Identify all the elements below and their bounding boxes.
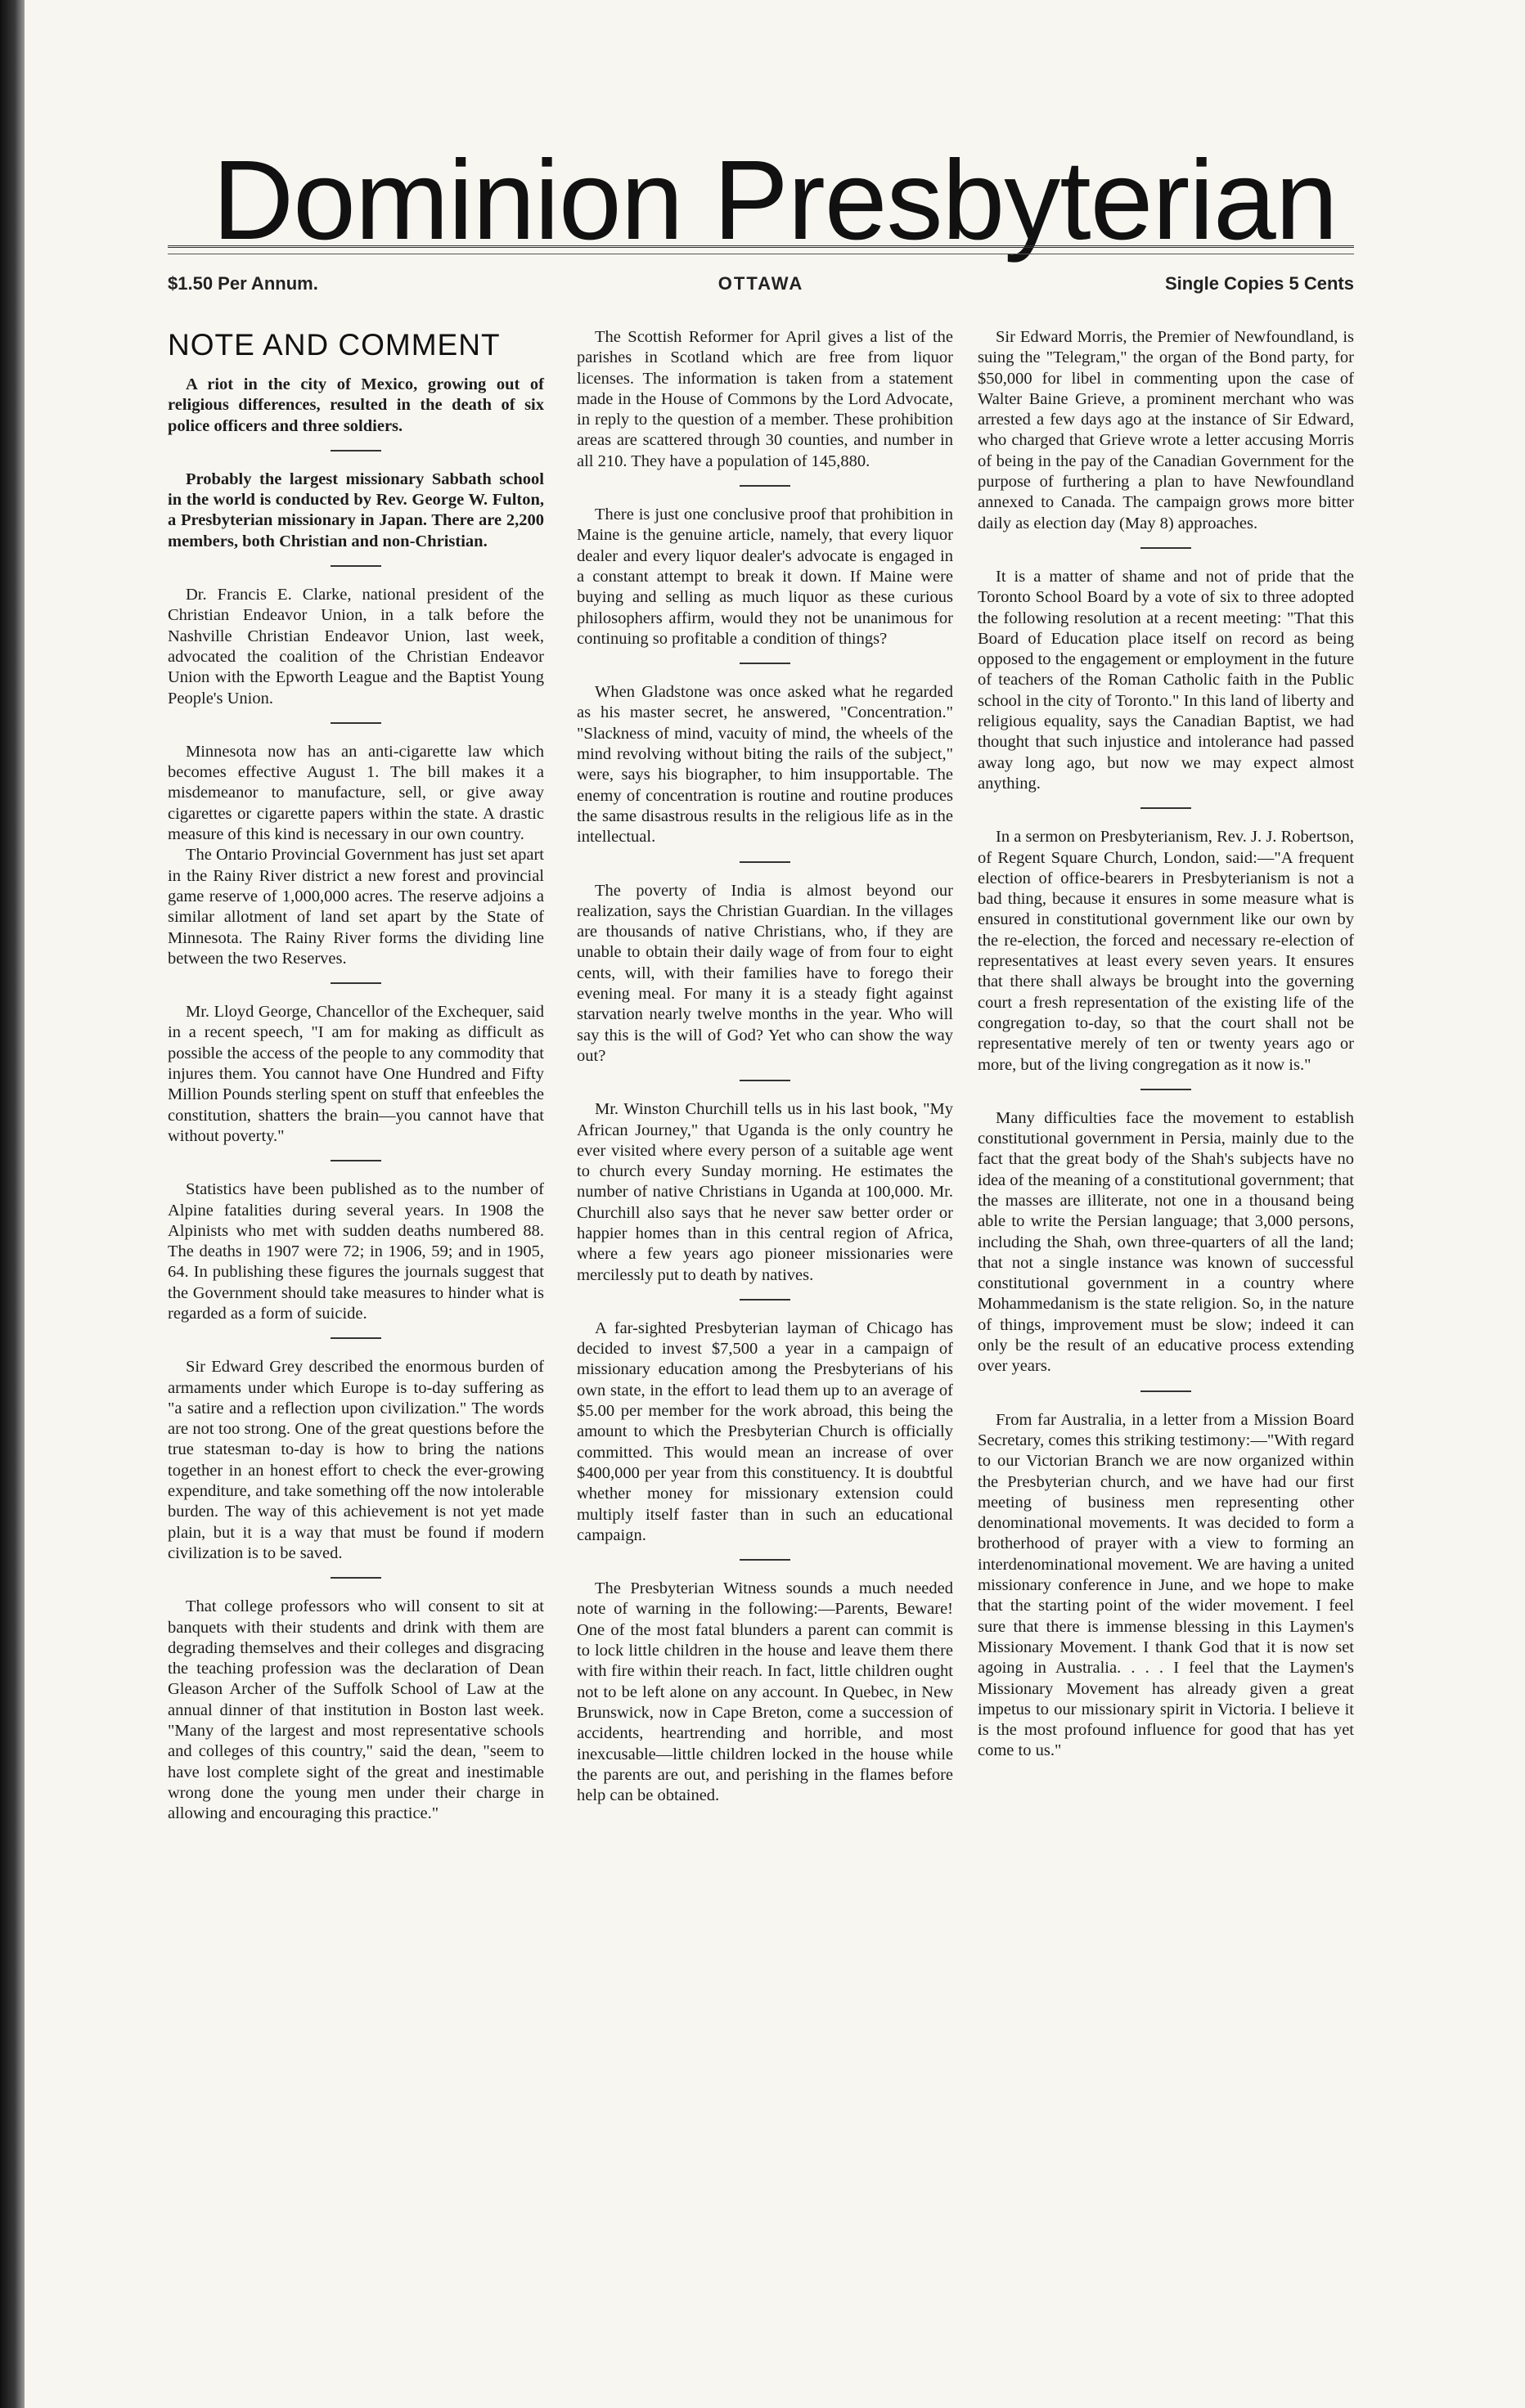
item-divider (1140, 807, 1191, 809)
news-item-christian-endeavor: Dr. Francis E. Clarke, national president of the Christian Endeavor Union, in a talk before the Nashville Christian Endeavor Union, last week, advocated the coalition of the Christian Endeavor Union with the Epworth League and the Baptist Young People's Union. (168, 586, 544, 708)
masthead-rule (168, 245, 1354, 248)
news-item-newfoundland-libel: Sir Edward Morris, the Premier of Newfoundland, is suing the "Telegram," the organ of the Bond party, for $50,000 for libel in commenting upon the case of Walter Baine Grieve, a prominent merchant who was arrested a few days ago at the instance of Sir Edward, who charged that Grieve wrote a letter accusing Morris of being in the pay of the Canadian Government for the purpose of furthering a plan to have Newfoundland annexed to Canada. The campaign grows more bitter daily as election day (May 8) approaches. (978, 328, 1354, 532)
item-divider (331, 1337, 381, 1339)
news-item-churchill-uganda: Mr. Winston Churchill tells us in his last book, "My African Journey," that Uganda is the only country he ever visited where every person of a suitable age went to church every Sunday morning. He estimates the number of native Christians in Uganda at 100,000. Mr. Churchill also says that he never saw better order or happier homes than in this central region of Africa, where a few years ago pioneer missionaries were mercilessly put to death by natives. (577, 1100, 953, 1284)
news-item-india-poverty: The poverty of India is almost beyond our realization, says the Christian Guardian. In the villages are thousands of native Christians, who, if they are unable to obtain their daily wage of from four to eight cents, will, with their families have to forego their evening meal. For many it is a steady fight against starvation nearly twelve months in the year. Who will say this is the will of God? Yet who can show the way out? (577, 881, 953, 1065)
item-divider (1140, 1089, 1191, 1090)
item-divider (331, 1577, 381, 1579)
newspaper-page (25, 0, 1525, 2408)
info-line (168, 270, 1354, 298)
news-item-minnesota-law: Minnesota now has an anti-cigarette law which becomes effective August 1. The bill makes it a misdemeanor to manufacture, sell, or give away cigarettes or cigarette papers within the state. A drastic measure of this kind is necessary in our own country. (168, 742, 544, 844)
item-divider (1140, 1390, 1191, 1392)
item-divider (740, 485, 790, 487)
news-item-edward-grey: Sir Edward Grey described the enormous burden of armaments under which Europe is to-day suffering as "a satire and a reflection upon civilization." The words are not too strong. One of the great questions before the true statesman to-day is how to bring the nations together in an honest effort to check the ever-growing expenditure, and take something off the now intolerable burden. The way of this achievement is not yet made plain, but it is a way that must be found if modern civilization is to be saved. (168, 1358, 544, 1562)
news-item-chicago-layman: A far-sighted Presbyterian layman of Chicago has decided to invest $7,500 a year in a campaign of missionary education among the Presbyterians of his own state, in the effort to lead them up to an average of $5.00 per member for the work abroad, this being the amount to which the Presbyterian Church is officially committed. This would mean an increase of over $400,000 per year from this constituency. It is doubtful whether money for missionary extension could multiply itself faster than in such an educational campaign. (577, 1319, 953, 1544)
masthead-title: Dominion Presbyterian (212, 137, 1338, 263)
news-item-scottish-reformer: The Scottish Reformer for April gives a list of the parishes in Scotland which are free from liquor licenses. The information is taken from a statement made in the House of Commons by the Lord Advocate, in reply to the question of a member. These prohibition areas are scattered through 30 counties, and number in all 210. They have a population of 145,880. (577, 328, 953, 470)
item-divider (740, 861, 790, 863)
item-divider (331, 982, 381, 984)
column-1 (168, 327, 544, 1825)
item-divider (331, 722, 381, 724)
news-item-game-reserve: The Ontario Provincial Government has just set apart in the Rainy River district a new forest and provincial game reserve of 1,000,000 acres. The reserve adjoins a similar allotment of land set apart by the State of Minnesota. The Rainy River forms the dividing line between the two Reserves. (168, 846, 544, 968)
news-item-sabbath-school: Probably the largest missionary Sabbath school in the world is conducted by Rev. George W. Fulton, a Presbyterian missionary in Japan. There are 2,200 members, both Christian and non-Christian. (168, 469, 544, 550)
publication-city: OTTAWA (718, 273, 804, 294)
single-copy-price: Single Copies 5 Cents (1164, 273, 1354, 294)
column-3 (978, 327, 1354, 1762)
item-divider (331, 1160, 381, 1161)
news-item-presbyterianism-sermon: In a sermon on Presbyterianism, Rev. J. J. Robertson, of Regent Square Church, London, said:—"A frequent election of office-bearers in Presbyterianism is not a bad thing, because it ensures in some measure what is ensured in constitutional government like our own by the re-election, the forced and necessary re-election of representatives at least every seven years. It ensures that there shall always be brought into the governing court a fresh representation of the existing life of the congregation to-day, so that the court shall not be representative merely of ten or twenty years ago or more, but of the living congregation as it now is." (978, 828, 1354, 1074)
item-divider (331, 565, 381, 567)
item-divider (740, 1559, 790, 1561)
item-divider (740, 663, 790, 664)
news-item-lloyd-george: Mr. Lloyd George, Chancellor of the Exchequer, said in a recent speech, "I am for making as difficult as possible the access of the people to any commodity that injures them. You cannot have One Hundred and Fifty Million Pounds sterling spent on stuff that enfeebles the constitution, shatters the brain—you cannot have that without poverty." (168, 1003, 544, 1145)
news-item-mexico-riot: A riot in the city of Mexico, growing out of religious differences, resulted in the death of six police officers and three soldiers. (168, 375, 544, 435)
item-divider (1140, 547, 1191, 549)
news-item-college-professors: That college professors who will consent to sit at banquets with their students and drink with them are degrading themselves and their colleges and disgracing the teaching profession was the declaration of Dean Gleason Archer of the Suffolk School of Law at the annual dinner of that institution in Boston last week. "Many of the largest and most representative schools and colleges of this country," said the dean, "seem to have lost complete sight of the great and inestimable wrong done the young men under their charge in allowing and encouraging this practice." (168, 1597, 544, 1823)
news-item-persia: Many difficulties face the movement to establish constitutional government in Persia, mainly due to the fact that the great body of the Shah's subjects have no idea of the meaning of a constitutional government; that the masses are illiterate, not one in a thousand being able to write the Persian language; that 3,000 persons, including the Shah, own three-quarters of all the land; that not a single instance was known of successful constitutional government in a country where Mohammedanism is the state religion. So, in the nature of things, improvement must be slow; indeed it can only be the result of an educative process extending over years. (978, 1108, 1354, 1376)
news-item-australia-letter: From far Australia, in a letter from a Mission Board Secretary, comes this striking testimony:—"With regard to our Victorian Branch we are now organized within the Presbyterian church, and we have had our first meeting of business men representing other denominational movements. It was decided to form a brotherhood of prayer with a view to forming an interdenominational movement. We are having a united missionary conference in June, and we hope to make that the starting point of the wider movement. I feel sure that there is immense blessing in this Laymen's Missionary Movement. I thank God that it is now set agoing in Australia. . . . I feel that the Laymen's Missionary Movement has already given a great impetus to our missionary spirit in Victoria. I believe it is the most profound influence for good that has yet come to us." (978, 1410, 1354, 1760)
news-item-alpine-fatalities: Statistics have been published as to the number of Alpine fatalities during several years. In 1908 the Alpinists who met with sudden deaths numbered 88. The deaths in 1907 were 72; in 1906, 59; and in 1905, 64. In publishing these figures the journals suggest that the Government should take measures to hinder what is regarded as a form of suicide. (168, 1180, 544, 1323)
news-item-gladstone: When Gladstone was once asked what he regarded as his master secret, he answered, "Concentration." "Slackness of mind, vacuity of mind, the wheels of the mind revolving without biting the rails of the subject," were, says his biographer, to him insupportable. The enemy of concentration is routine and routine produces the same disastrous results in the religious life as in the intellectual. (577, 683, 953, 847)
news-item-toronto-school-board: It is a matter of shame and not of pride that the Toronto School Board by a vote of six to three adopted the following resolution at a recent meeting: "That this Board of Education place itself on record as being opposed to the engagement or employment in the future of teachers of the Roman Catholic faith in the Public school in the city of Toronto." In this land of liberty and religious equality, says the Canadian Baptist, we had thought that such injustice and intolerance had passed away long ago, but now we may expect almost anything. (978, 567, 1354, 793)
news-item-maine-prohibition: There is just one conclusive proof that prohibition in Maine is the genuine article, namely, that every liquor dealer and every liquor dealer's advocate is engaged in a constant attempt to break it down. If Maine were buying and selling as much liquor as these curious philosophers affirm, would they not be unanimous for continuing so profitable a condition of things? (577, 505, 953, 648)
section-heading: NOTE AND COMMENT (168, 328, 501, 362)
item-divider (331, 450, 381, 452)
subscription-price: $1.50 Per Annum. (168, 273, 318, 294)
binding-edge (0, 0, 25, 2408)
news-item-presbyterian-witness: The Presbyterian Witness sounds a much needed note of warning in the following:—Parents, Beware! One of the most fatal blunders a parent can commit is to lock little children in the house and leave them there with fire within their reach. In fact, little children ought not to be left alone on any account. In Quebec, in New Brunswick, now in Cape Breton, come a succession of accidents, heartrending and horrible, and most inexcusable—little children locked in the house while the parents are out, and perishing in the flames before help can be obtained. (577, 1579, 953, 1805)
item-divider (740, 1080, 790, 1081)
item-divider (740, 1299, 790, 1301)
column-2 (577, 327, 953, 1806)
